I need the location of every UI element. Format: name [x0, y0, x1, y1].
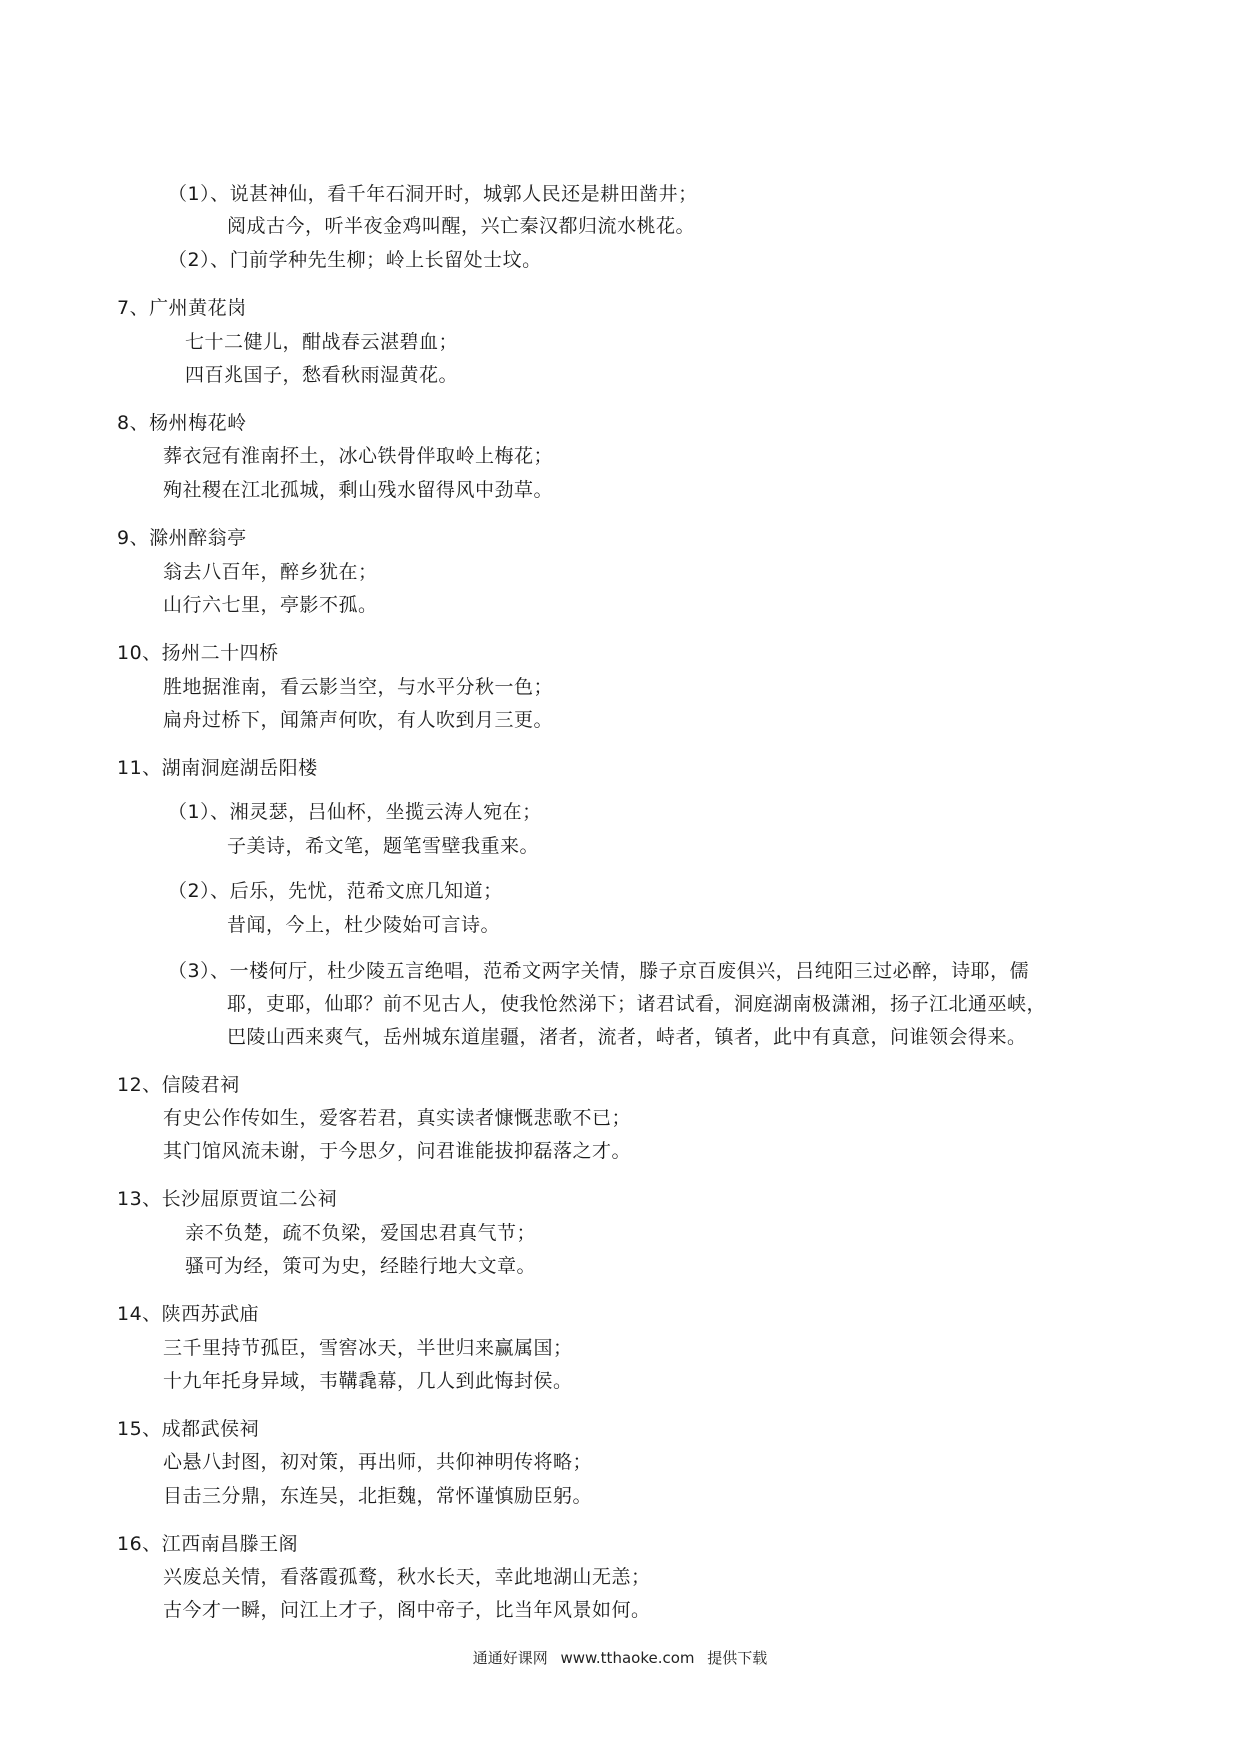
couplet-line: 巴陵山西来爽气，岳州城东道崖疆，渚者，流者，峙者，镇者，此中有真意，问谁领会得来。: [227, 1026, 1027, 1048]
couplet-line: 有史公作传如生，爱客若君，真实读者慷慨悲歌不已；: [163, 1107, 632, 1129]
couplet-line: 心悬八封图，初对策，再出师，共仰神明传将略；: [163, 1451, 593, 1473]
couplet-line: 目击三分鼎，东连吴，北拒魏，常怀谨慎励臣躬。: [163, 1485, 593, 1507]
footer-url[interactable]: www.tthaoke.com: [560, 1649, 695, 1667]
footer-site-name: 通通好课网: [472, 1649, 548, 1667]
couplet-line: 殉社稷在江北孤城，剩山残水留得风中劲草。: [163, 479, 554, 501]
section-title: 7、广州黄花岗: [117, 297, 247, 319]
section-title: 12、信陵君祠: [117, 1074, 240, 1096]
couplet-line: 阅成古今，听半夜金鸡叫醒，兴亡秦汉都归流水桃花。: [227, 215, 696, 237]
couplet-line: 亲不负楚，疏不负梁，爱国忠君真气节；: [185, 1222, 537, 1244]
page-footer: [0, 1648, 1240, 1668]
couplet-line: 骚可为经，策可为史，经睦行地大文章。: [185, 1255, 537, 1277]
section-title: 10、扬州二十四桥: [117, 642, 279, 664]
couplet-line: （3）、一楼何厅，杜少陵五言绝唱，范希文两字关情，滕子京百废俱兴，吕纯阳三过必醉，诗耶，儒: [168, 960, 1030, 982]
section-title: 11、湖南洞庭湖岳阳楼: [117, 757, 318, 779]
couplet-line: （1）、湘灵瑟，吕仙杯，坐揽云涛人宛在；: [168, 801, 542, 823]
couplet-line: 十九年托身异域，韦鞲毳幕，几人到此悔封侯。: [163, 1370, 573, 1392]
couplet-line: 其门馆风流未谢，于今思夕，问君谁能拔抑磊落之才。: [163, 1140, 632, 1162]
couplet-line: （2）、门前学种先生柳；岭上长留处士坟。: [168, 249, 542, 271]
couplet-line: 古今才一瞬，问江上才子，阁中帝子，比当年风景如何。: [163, 1599, 651, 1621]
section-title: 13、长沙屈原贾谊二公祠: [117, 1188, 338, 1210]
couplet-line: 扁舟过桥下，闻箫声何吹，有人吹到月三更。: [163, 709, 554, 731]
couplet-line: 兴废总关情，看落霞孤鹜，秋水长天，幸此地湖山无恙；: [163, 1566, 651, 1588]
couplet-line: （1）、说甚神仙，看千年石洞开时，城郭人民还是耕田凿井；: [168, 183, 698, 205]
section-title: 9、滁州醉翁亭: [117, 527, 247, 549]
section-title: 16、江西南昌滕王阁: [117, 1533, 299, 1555]
section-title: 14、陕西苏武庙: [117, 1303, 260, 1325]
section-title: 15、成都武侯祠: [117, 1418, 260, 1440]
couplet-line: 昔闻，今上，杜少陵始可言诗。: [227, 914, 501, 936]
couplet-line: 子美诗，希文笔，题笔雪壁我重来。: [227, 835, 540, 857]
couplet-line: （2）、后乐，先忧，范希文庶几知道；: [168, 880, 503, 902]
couplet-line: 四百兆国子，愁看秋雨湿黄花。: [185, 364, 459, 386]
couplet-line: 山行六七里，亭影不孤。: [163, 594, 378, 616]
footer-note: 提供下载: [707, 1649, 768, 1667]
couplet-line: 翁去八百年，醉乡犹在；: [163, 561, 378, 583]
couplet-line: 三千里持节孤臣，雪窖冰天，半世归来赢属国；: [163, 1337, 573, 1359]
section-title: 8、杨州梅花岭: [117, 412, 247, 434]
couplet-line: 耶，吏耶，仙耶？前不见古人，使我怆然涕下；诸君试看，洞庭湖南极潇湘，扬子江北通巫峡，: [227, 993, 1047, 1015]
couplet-line: 七十二健儿，酣战春云湛碧血；: [185, 331, 459, 353]
couplet-line: 葬衣冠有淮南抔土，冰心铁骨伴取岭上梅花；: [163, 445, 554, 467]
couplet-line: 胜地据淮南，看云影当空，与水平分秋一色；: [163, 676, 554, 698]
